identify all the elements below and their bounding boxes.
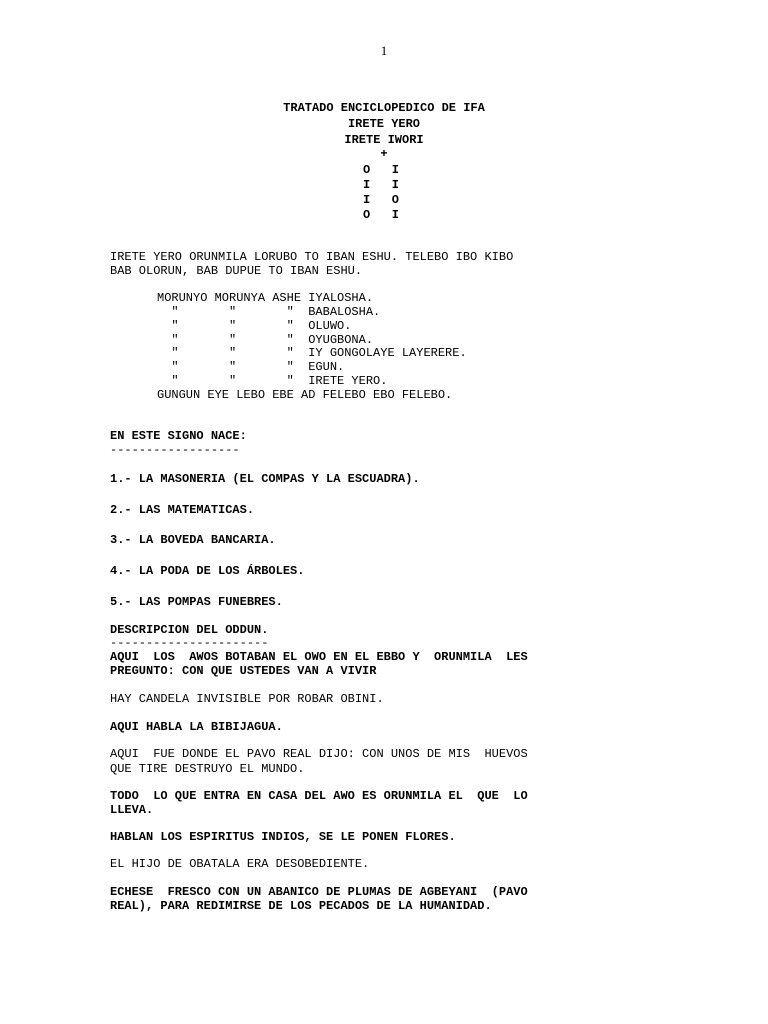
plus-sign: + (380, 147, 388, 161)
rezo-line: " " " BABALOSHA. (157, 305, 381, 319)
descripcion-underline: ---------------------- (110, 636, 269, 650)
nace-item-2: 2.- LAS MATEMATICAS. (110, 503, 255, 517)
paragraph-echese-line-2: REAL), PARA REDIMIRSE DE LOS PECADOS DE LA HUMANIDAD. (110, 899, 492, 913)
nace-item-4: 4.- LA PODA DE LOS ÁRBOLES. (110, 564, 305, 578)
descripcion-heading: DESCRIPCION DEL ODDUN. (110, 623, 269, 637)
paragraph-espiritus: HABLAN LOS ESPIRITUS INDIOS, SE LE PONEN FLORES. (110, 830, 456, 844)
intro-line-1: IRETE YERO ORUNMILA LORUBO TO IBAN ESHU. TELEBO IBO KIBO (110, 250, 514, 264)
odu-mark-row-4: O I (363, 208, 400, 222)
nace-underline: ------------------ (110, 443, 240, 457)
title-irete-iwori: IRETE IWORI (344, 133, 424, 147)
paragraph-bibijagua: AQUI HABLA LA BIBIJAGUA. (110, 720, 283, 734)
paragraph-pavo-real-line-2: QUE TIRE DESTRUYO EL MUNDO. (110, 762, 305, 776)
paragraph-awos-line-2: PREGUNTO: CON QUE USTEDES VAN A VIVIR (110, 664, 377, 678)
nace-item-3: 3.- LA BOVEDA BANCARIA. (110, 533, 276, 547)
rezo-first-line: MORUNYO MORUNYA ASHE IYALOSHA. (157, 291, 374, 305)
page-number: 1 (380, 43, 388, 58)
odu-mark-row-3: I O (363, 193, 400, 207)
rezo-line: " " " IRETE YERO. (157, 374, 388, 388)
intro-line-2: BAB OLORUN, BAB DUPUE TO IBAN ESHU. (110, 264, 363, 278)
rezo-last-line: GUNGUN EYE LEBO EBE AD FELEBO EBO FELEBO. (157, 388, 453, 402)
paragraph-awos-line-1: AQUI LOS AWOS BOTABAN EL OWO EN EL EBBO Y ORUNMILA LES (110, 650, 528, 664)
paragraph-hijo-obatala: EL HIJO DE OBATALA ERA DESOBEDIENTE. (110, 857, 370, 871)
paragraph-pavo-real-line-1: AQUI FUE DONDE EL PAVO REAL DIJO: CON UNOS DE MIS HUEVOS (110, 747, 528, 761)
rezo-line: " " " OYUGBONA. (157, 333, 374, 347)
odu-mark-row-2: I I (363, 178, 400, 192)
title-tratado: TRATADO ENCICLOPEDICO DE IFA (283, 101, 485, 115)
odu-mark-row-1: O I (363, 163, 400, 177)
rezo-line: " " " EGUN. (157, 360, 345, 374)
paragraph-echese-line-1: ECHESE FRESCO CON UN ABANICO DE PLUMAS DE AGBEYANI (PAVO (110, 885, 528, 899)
rezo-line: " " " OLUWO. (157, 319, 352, 333)
paragraph-todo-line-2: LLEVA. (110, 803, 154, 817)
paragraph-todo-line-1: TODO LO QUE ENTRA EN CASA DEL AWO ES ORUNMILA EL QUE LO (110, 789, 528, 803)
nace-heading: EN ESTE SIGNO NACE: (110, 429, 247, 443)
paragraph-candela: HAY CANDELA INVISIBLE POR ROBAR OBINI. (110, 692, 384, 706)
rezo-line: " " " IY GONGOLAYE LAYERERE. (157, 346, 467, 360)
title-irete-yero: IRETE YERO (347, 117, 420, 131)
nace-item-5: 5.- LAS POMPAS FUNEBRES. (110, 595, 283, 609)
nace-item-1: 1.- LA MASONERIA (EL COMPAS Y LA ESCUADRA). (110, 472, 420, 486)
